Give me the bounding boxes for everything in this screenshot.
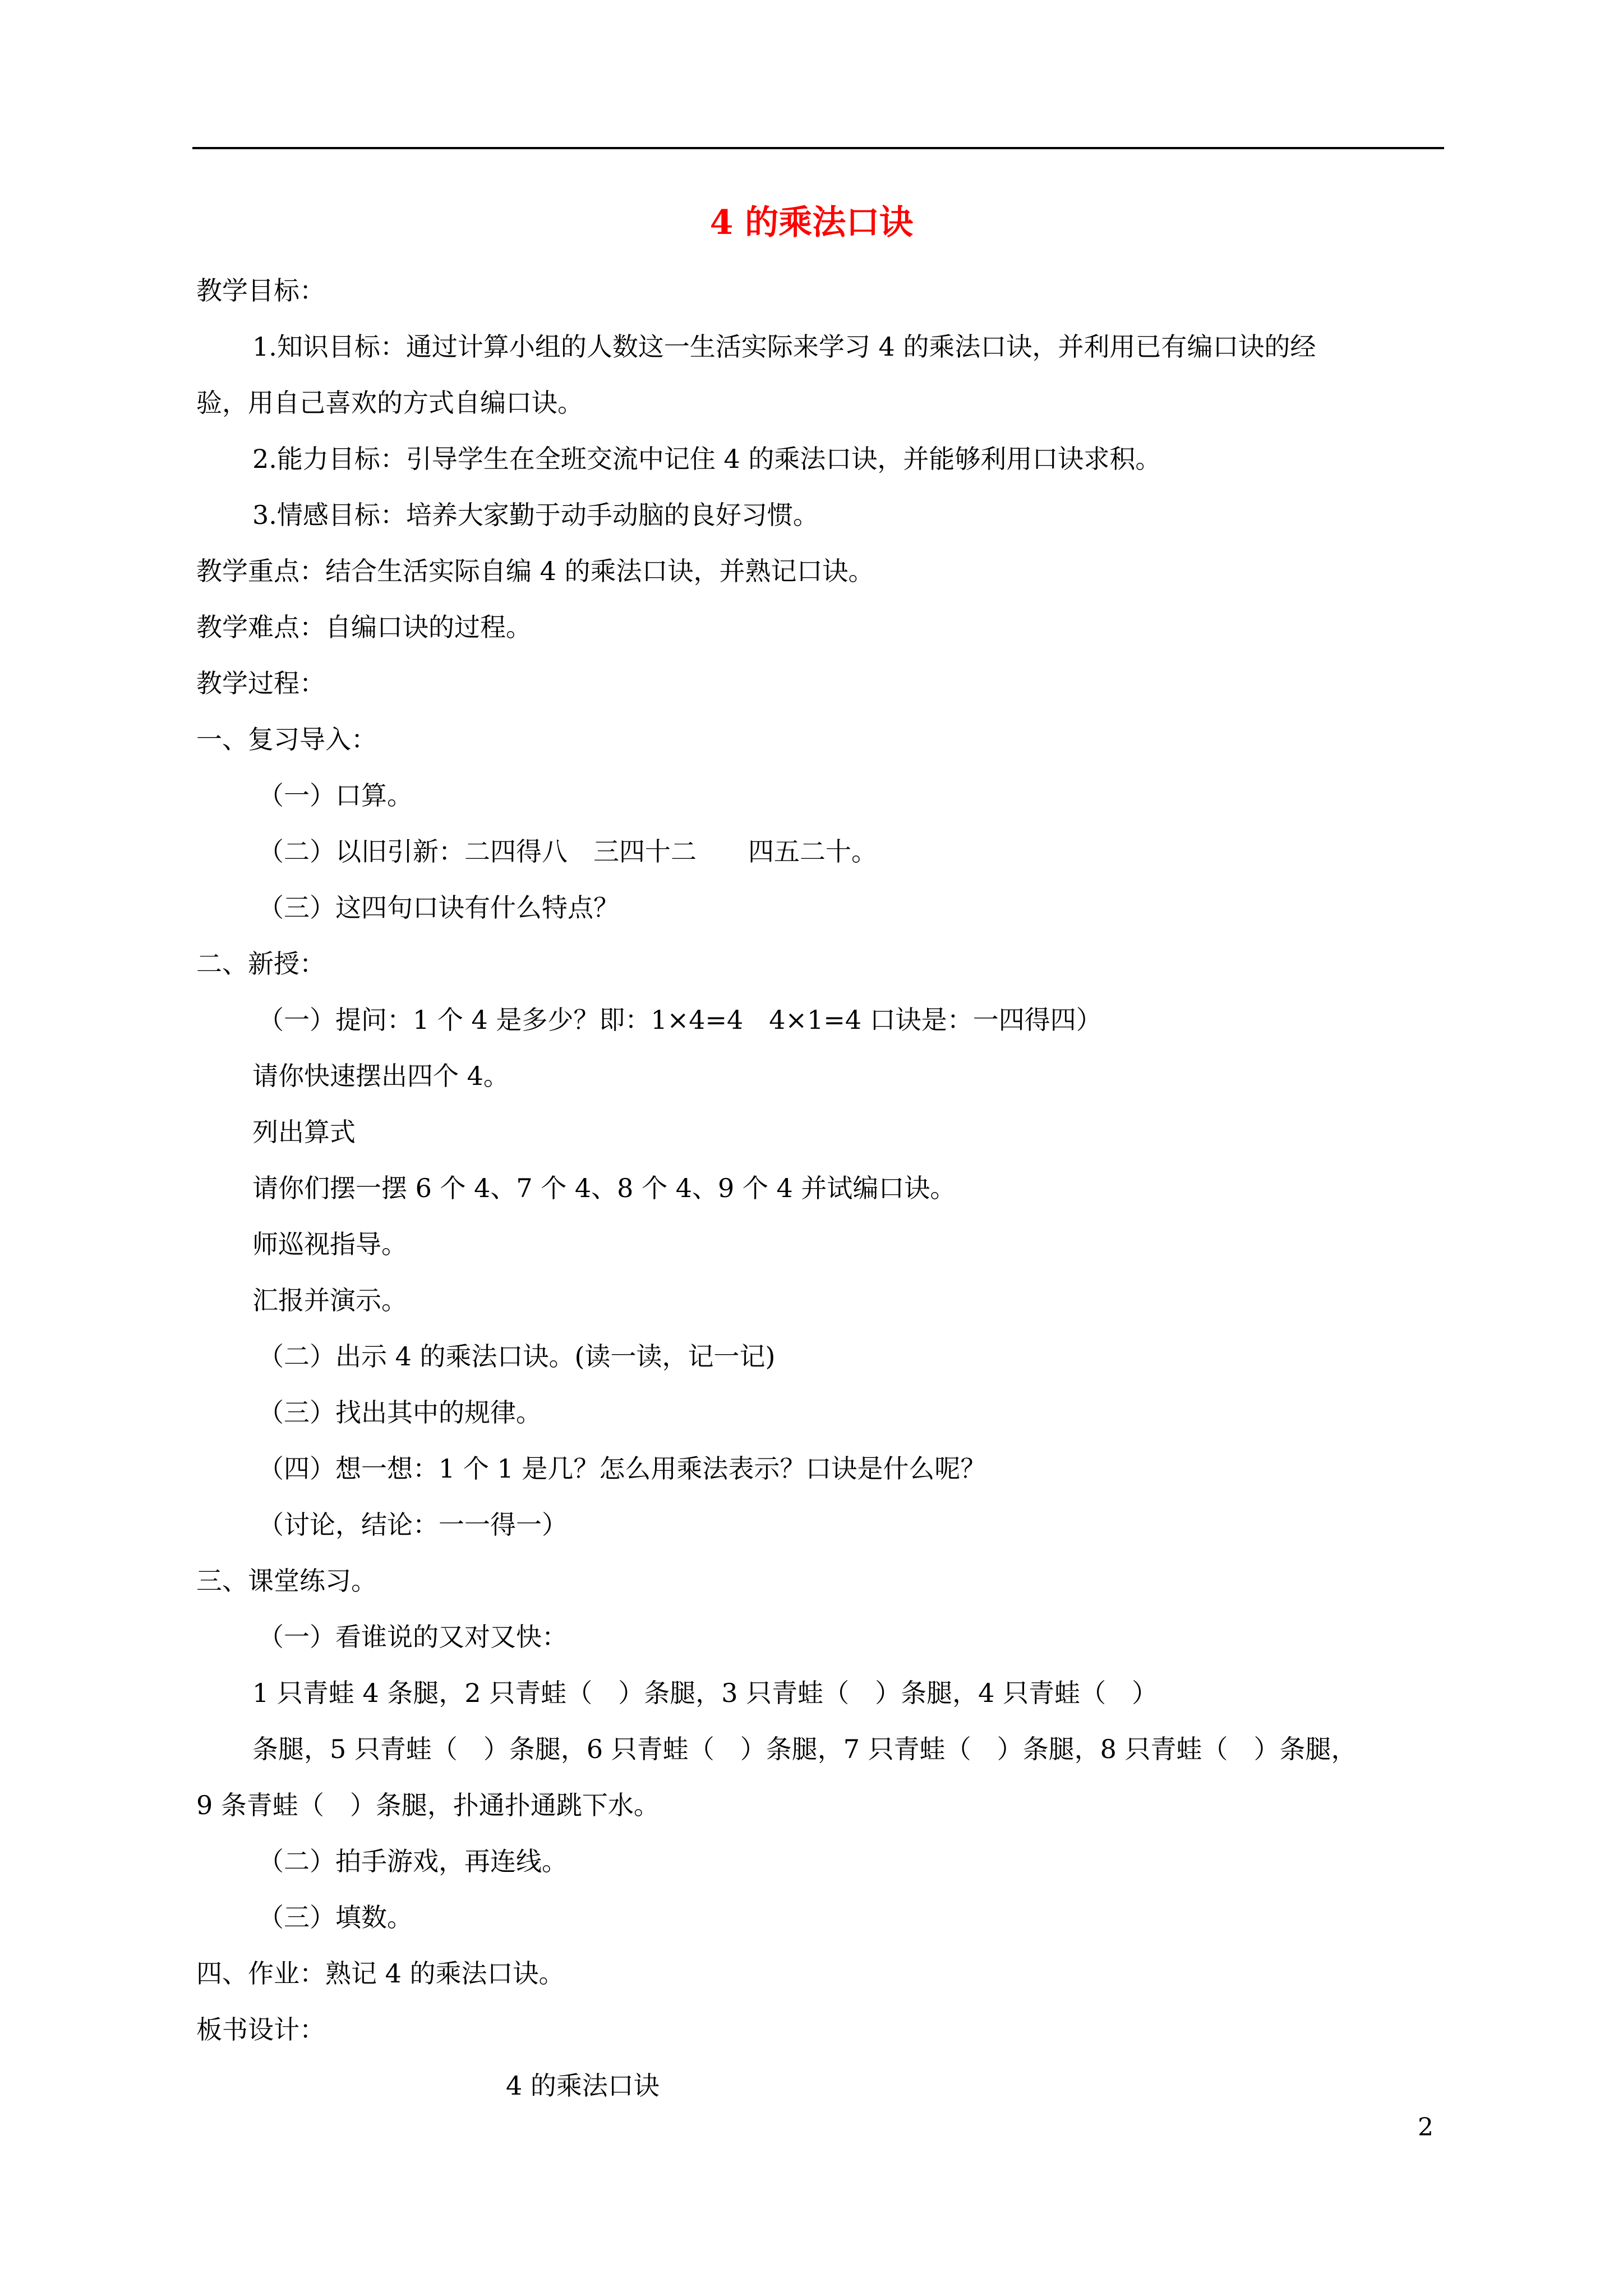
- new-lesson-step-3: （三）找出其中的规律。: [258, 1397, 542, 1428]
- review-item-2: （二）以旧引新：二四得八 三四十二 四五二十。: [258, 836, 877, 867]
- practice-item-3: （三）填数。: [258, 1902, 413, 1932]
- new-lesson-question: （一）提问：1 个 4 是多少？即：1×4=4 4×1=4 口诀是：一四得四）: [258, 1005, 1102, 1035]
- heading-board-design: 板书设计：: [196, 2014, 325, 2045]
- practice-frog-line-1: 1 只青蛙 4 条腿，2 只青蛙（ ）条腿，3 只青蛙（ ）条腿，4 只青蛙（ ）: [252, 1678, 1158, 1708]
- goal-knowledge-cont: 验，用自己喜欢的方式自编口诀。: [196, 388, 583, 418]
- teaching-key-point: 教学重点：结合生活实际自编 4 的乘法口诀，并熟记口诀。: [196, 556, 874, 586]
- new-lesson-line: 请你快速摆出四个 4。: [252, 1061, 509, 1091]
- new-lesson-line: 汇报并演示。: [252, 1285, 407, 1315]
- practice-frog-line-3: 9 条青蛙（ ）条腿，扑通扑通跳下水。: [196, 1790, 660, 1820]
- document-title: 4 的乘法口诀: [709, 203, 914, 242]
- new-lesson-line: 请你们摆一摆 6 个 4、7 个 4、8 个 4、9 个 4 并试编口诀。: [252, 1173, 956, 1203]
- new-lesson-step-2: （二）出示 4 的乘法口诀。(读一读，记一记): [258, 1341, 776, 1372]
- heading-review: 一、复习导入：: [196, 724, 377, 754]
- practice-item-1: （一）看谁说的又对又快：: [258, 1622, 568, 1652]
- goal-emotion: 3.情感目标：培养大家勤于动手动脑的良好习惯。: [252, 500, 819, 530]
- new-lesson-conclusion: （讨论，结论：一一得一）: [258, 1510, 568, 1540]
- heading-new-lesson: 二、新授：: [196, 949, 325, 979]
- review-item-3: （三）这四句口诀有什么特点？: [258, 892, 619, 923]
- section-teaching-goals: 教学目标：: [196, 275, 325, 306]
- new-lesson-line: 师巡视指导。: [252, 1229, 407, 1259]
- review-item-1: （一）口算。: [258, 780, 413, 811]
- goal-knowledge: 1.知识目标：通过计算小组的人数这一生活实际来学习 4 的乘法口诀，并利用已有编口诀的经: [252, 332, 1316, 362]
- section-teaching-process: 教学过程：: [196, 668, 325, 698]
- new-lesson-step-4: （四）想一想：1 个 1 是几？怎么用乘法表示？口诀是什么呢？: [258, 1453, 986, 1484]
- practice-item-2: （二）拍手游戏，再连线。: [258, 1846, 568, 1876]
- goal-ability: 2.能力目标：引导学生在全班交流中记住 4 的乘法口诀，并能够利用口诀求积。: [252, 444, 1161, 474]
- teaching-difficulty: 教学难点：自编口诀的过程。: [196, 612, 532, 642]
- heading-homework: 四、作业：熟记 4 的乘法口诀。: [196, 1958, 565, 1989]
- board-design-title: 4 的乘法口诀: [506, 2070, 660, 2101]
- practice-frog-line-2: 条腿，5 只青蛙（ ）条腿，6 只青蛙（ ）条腿，7 只青蛙（ ）条腿，8 只青蛙（ ）条腿，: [252, 1734, 1357, 1764]
- header-rule: [192, 147, 1444, 149]
- page-number: 2: [1418, 2113, 1433, 2142]
- heading-practice: 三、课堂练习。: [196, 1566, 377, 1596]
- new-lesson-line: 列出算式: [252, 1117, 356, 1147]
